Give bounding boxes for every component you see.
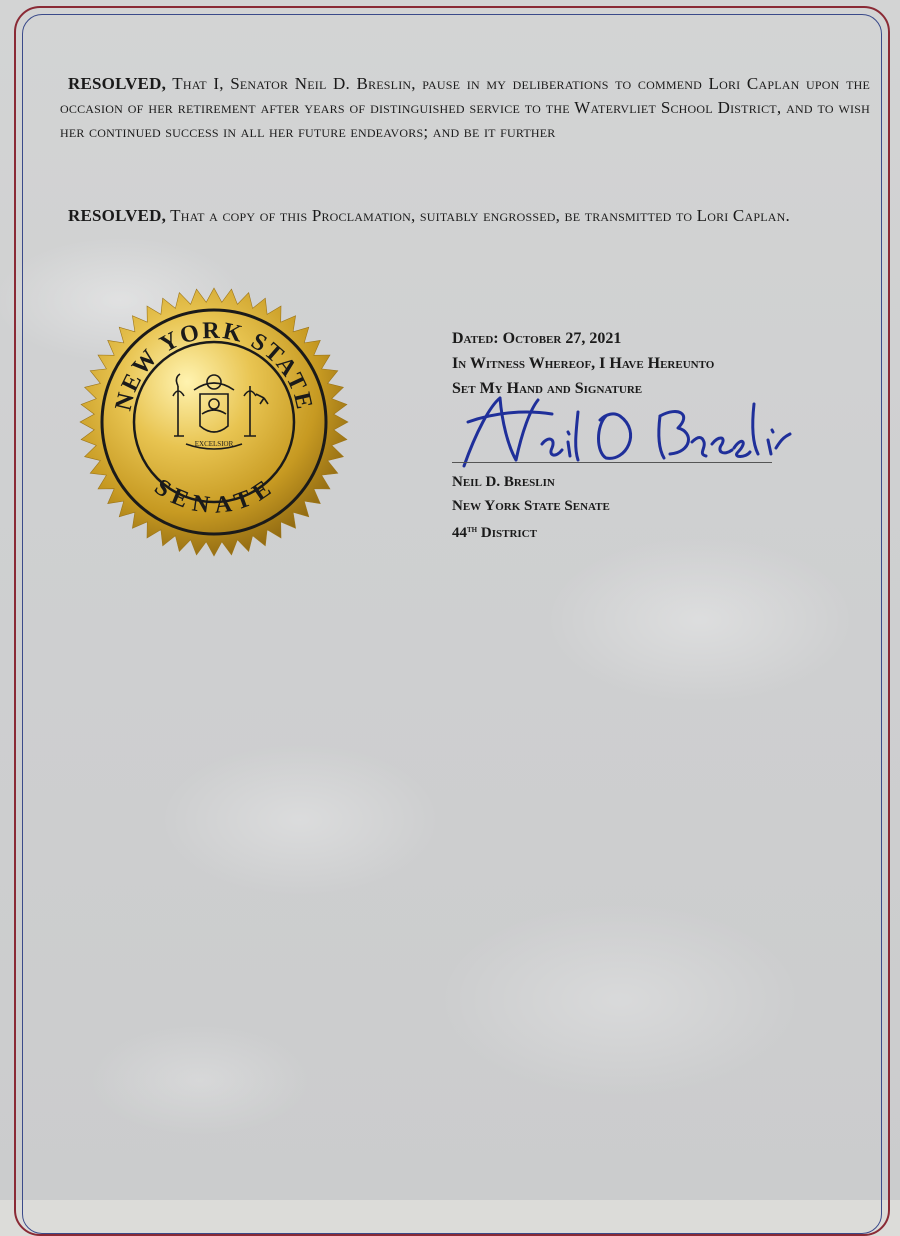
senate-seal-icon	[78, 286, 350, 558]
witness-line-2: Set My Hand and Signature	[452, 380, 643, 397]
dated-line: Dated: October 27, 2021	[452, 330, 622, 347]
resolution-text: That a copy of this Proclamation, suitably engrossed, be transmitted to Lori Caplan.	[170, 206, 790, 225]
resolution-text: That I, Senator Neil D. Breslin, pause in my deliberations to commend Lori Caplan upon the occasion of her retirement after years of distinguished service to the Watervliet School District, and to wish her continued success in all her future endeavors; and be it further	[60, 74, 870, 141]
witness-line-1: In Witness Whereof, I Have Hereunto	[452, 355, 715, 372]
resolution-paragraph-2	[60, 204, 870, 228]
resolved-lead: RESOLVED,	[68, 206, 167, 225]
seal-bottom-text: SENATE	[149, 474, 279, 519]
signatory-block	[452, 470, 852, 545]
signature-line	[452, 462, 772, 463]
inner-border	[22, 14, 882, 1234]
resolution-paragraph-1	[60, 72, 870, 144]
handwritten-signature-icon	[456, 392, 796, 476]
signatory-name: Neil D. Breslin	[452, 474, 555, 490]
resolved-lead: RESOLVED,	[68, 74, 167, 93]
seal-top-text: NEW YORK STATE	[110, 317, 318, 414]
seal-motto: EXCELSIOR	[194, 440, 234, 448]
signatory-district: 44th District	[452, 524, 537, 541]
signatory-body: New York State Senate	[452, 498, 610, 514]
attestation-block	[452, 326, 852, 401]
